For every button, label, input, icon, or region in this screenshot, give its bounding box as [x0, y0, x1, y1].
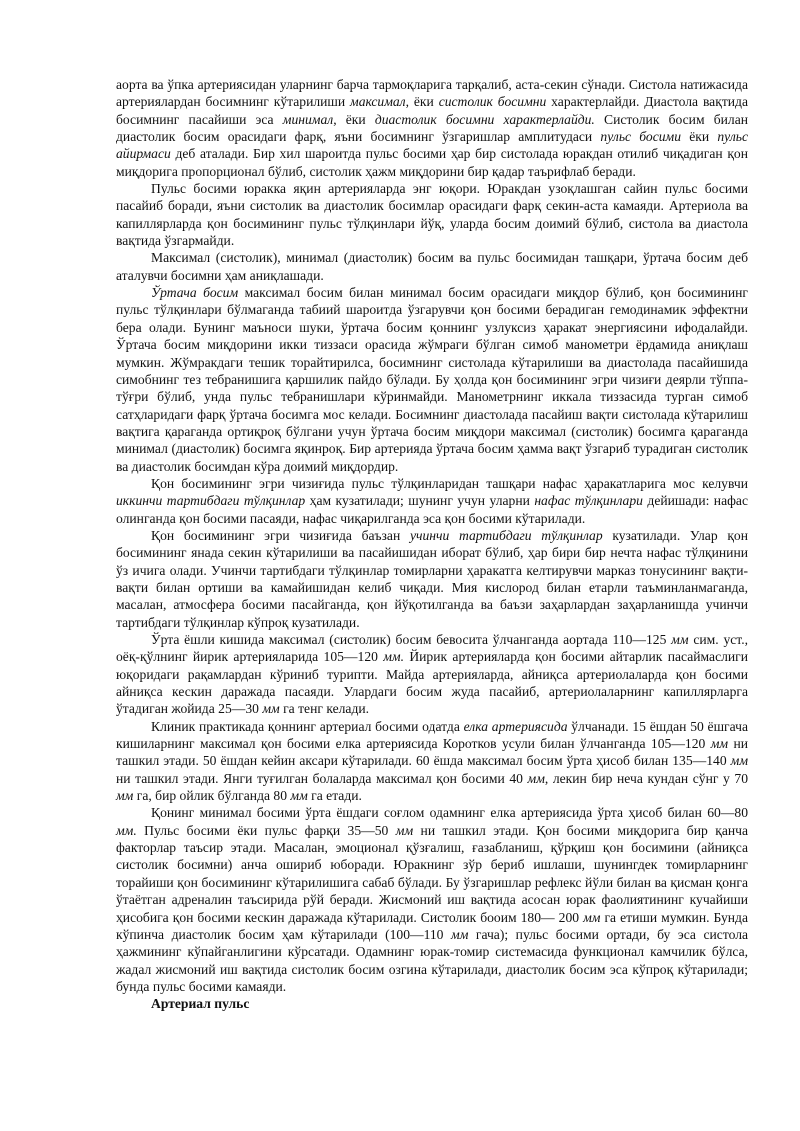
italic-term: мм [451, 926, 469, 942]
para-3 [116, 249, 748, 284]
para-4 [116, 284, 748, 475]
italic-term: елка артериясида [463, 718, 568, 734]
section-heading: Артериал пульс [151, 996, 250, 1012]
text-run: га, бир ойлик бўлганда 80 [133, 788, 291, 804]
text-run: кузатилади. Улар қон босимининг янада секин кўтарилиши ва пасайишидан иборат бўлиб, ҳар бири бир нечта нафас тўлқинини ўз ичига олади. Учинчи тартибдаги тўлқинлар томирларни ҳаракатга келтирувчи марказ тонусининг вақти-вақти билан ортиши ва камайишидан келиб чиқади. Мия кислород билан етарли таъминланмаганда, масалан, атмосфера босими пасайганда, қон йўқотилганда ва баъзи заҳарлардан заҳарланишда учинчи тартибдаги тўлқинлар кўпроқ кузатилади. [116, 527, 748, 630]
italic-term: Ўртача босим [151, 285, 239, 301]
para-1 [116, 76, 748, 180]
text-run: деб аталади. Бир хил шароитда пульс босими ҳар бир систолада юракдан отилиб чиқадиган қон миқдорига пропорционал бўлиб, систолик ҳажм миқдорини бир қадар таърифлаб беради. [116, 146, 748, 179]
body-text [116, 76, 748, 995]
text-run: дейишади: нафас олинганда қон босими пасаяди, нафас чиқарилганда эса қон босими кўтарилади. [116, 493, 748, 526]
text-run: сим. уст., оёқ-қўлнинг йирик артерияларида 105—120 [116, 632, 748, 665]
italic-term: учинчи тартибдаги тўлқинлар [409, 527, 603, 543]
italic-term: пульс босими [600, 129, 682, 145]
para-6 [116, 527, 748, 631]
italic-term: мм [527, 770, 545, 786]
text-run: ёки [681, 129, 718, 145]
italic-term: нафас тўлқинлари [534, 493, 643, 509]
text-run: Қон босимининг эгри чизиғида пульс тўлқинларидан ташқари нафас ҳаракатларига мос келувчи [151, 475, 748, 491]
text-run: , ёки [333, 111, 375, 127]
text-run: Пульс босими юракка яқин артерияларда энг юқори. Юракдан узоқлашган сайин пульс босими пасайиб боради, яъни систолик ва диастолик босимлар орасидаги фарқ секин-аста камаяди. Артериола ва капиллярларда қон босимининг пульс тўлқинлари йўқ, уларда босим доимий бўлиб, систола ва диастола вақтида ўзгармайди. [116, 181, 748, 249]
italic-term: мм. [116, 822, 137, 838]
italic-term: минимал [282, 111, 334, 127]
para-7 [116, 631, 748, 718]
text-run: аорта ва ўпка артериясидан уларнинг барча тармоқларига тарқалиб, аста-секин сўнади. Систола натижасида артериялардан босимнинг кўтарилиши [116, 77, 748, 110]
text-run: Максимал (систолик), минимал (диастолик) босим ва пульс босимидан ташқари, ўртача босим деб аталувчи босимни ҳам аниқлашади. [116, 250, 748, 283]
text-run: ни ташкил этади. 50 ёшдан кейин аксари кўтарилади. 60 ёшда максимал босим ўрта ҳисоб билан 135—140 [116, 736, 749, 769]
italic-term: мм [395, 822, 414, 838]
italic-term: пульс айирмаси [116, 129, 748, 162]
text-run: , лекин бир неча кундан сўнг у 70 [544, 770, 748, 786]
text-run: га етади. [307, 788, 362, 804]
text-run: Систолик босим билан диастолик босим орасидаги фарқ, яъни босимнинг ўзгаришлар амплитудаси [116, 111, 748, 145]
text-run: Ўрта ёшли кишида максимал (систолик) босим бевосита ўлчанганда аортада 110—125 [151, 632, 672, 647]
italic-term: мм. [383, 649, 404, 665]
para-8 [116, 718, 748, 805]
italic-term: диастолик босимни характерлайди. [374, 111, 595, 127]
para-2 [116, 180, 748, 249]
text-run: характерлайди. Диастола вақтида босимнинг пасайиши эса [116, 94, 748, 127]
text-run: га етиши мумкин. Бунда кўпинча диастолик босим ҳам кўтарилади (100—110 [116, 909, 749, 942]
text-run: ни ташкил этади. Қон босими миқдорига бир қанча факторлар таъсир этади. Масалан, эмоционал қўзғалиш, ғазабланиш, қўрқиш қон босимини (айниқса систолик босимни) анча ошириб юборади. Юракнинг зўр бериб ишлаши, шунингдек томирларнинг торайиши қон босимининг кўтарилишига сабаб бўлади. Бу ўзгаришлар рефлекс йўли билан ва қисман қонга ўтаётган адреналин таъсирида рўй беради. Жисмоний иш вақтида асосан юрак фаолиятининг кучайиши ҳисобига қон босими кескин даражада кўтарилади. Систолик бооим 180— 200 [116, 822, 748, 925]
para-9 [116, 804, 748, 995]
italic-term: иккинчи тартибдаги тўлқинлар [116, 493, 306, 509]
text-run: ҳам кузатилади; шунинг учун уларни [305, 493, 535, 509]
italic-term: мм [671, 632, 689, 647]
text-run: ни ташкил этади. Янги туғилган болаларда максимал қон босими 40 [116, 770, 528, 786]
italic-term: мм [262, 701, 280, 717]
italic-term: мм [290, 788, 308, 804]
italic-term: мм [583, 909, 601, 925]
text-run: га тенг келади. [279, 701, 370, 717]
italic-term: мм [116, 788, 134, 804]
text-run: Клиник практикада қоннинг артериал босими одатда [151, 718, 464, 734]
italic-term: мм [710, 736, 729, 752]
text-run: Пульс босими ёки пульс фарқи 35—50 [136, 822, 396, 838]
text-run: ўлчанади. 15 ёшдан 50 ёшгача кишиларнинг максимал қон босими елка артериясида Коротков усули билан ўлчанганда 105—120 [116, 718, 748, 752]
para-5 [116, 475, 748, 527]
text-run: гача); пульс босими ортади, бу эса систола ҳажмининг кўпайганлигини кўрсатади. Одамнинг юрак-томир системасида функционал камчилик бўлса, жадал жисмоний иш вақтида систолик босим озгина кўтарилади, диастолик босим эса кўпроқ кўтарилади; бунда пульс босими камаяди. [116, 926, 749, 994]
text-run: , ёки [405, 94, 439, 110]
italic-term: систолик босимни [438, 94, 547, 110]
document-page [116, 76, 748, 1013]
text-run: Қон босимининг эгри чизиғида баъзан [151, 527, 410, 543]
text-run: максимал босим билан минимал босим орасидаги миқдор бўлиб, қон босимининг пульс тўлқинлари бўлмаганда табиий шароитда ўзгарувчи қон босими берадиган гемодинамик эффектни бера олади. Бунинг маъноси шуки, ўртача босим қоннинг узлуксиз ҳаракат энергиясини ифодалайди. Ўртача босим миқдорини икки тиззаси орасида жўмраги бўлган симоб манометри ёрдамида аниқлаш мумкин. Жўмракдаги тешик торайтирилса, босимнинг систолада кўтарилиши ва диастолада пасайишида симобнинг тез тебранишига қаршилик пайдо бўлади. Бу ҳолда қон босимининг эгри чизиғи деярли тўппа-тўғри бўлиб, унда пульс тебранишлари кўринмайди. Манометрнинг иккала тиззасида турган симоб сатҳларидаги фарқ ўртача босимга мос келади. Босимнинг диастолада пасайиш вақти систолада кўтарилиш вақтига қараганда ортиқроқ бўлгани учун ўртача босим миқдори максимал (систолик) босимга қараганда минимал (диастолик) босимга яқинроқ. Бир артерияда ўртача босим ҳамма вақт ўзгариб турадиган систолик ва диастолик босимдан кўра доимий миқдордир. [116, 285, 748, 474]
italic-term: максимал [350, 94, 406, 110]
text-run: Қонинг минимал босими ўрта ёшдаги соғлом одамнинг елка артериясида ўрта ҳисоб билан 60—80 [151, 805, 748, 821]
italic-term: мм [730, 753, 748, 769]
text-run: Йирик артерияларда қон босими айтарлик пасаймаслиги юқоридаги рақамлардан кўриниб турипти. Майда артерияларда, айниқса артериолаларда қон босими айниқса кескин даражада пасаяди. Улардаги босим жуда пасайиб, артериолаларнинг капиллярларга ўтадиган жойида 25—30 [116, 649, 749, 717]
